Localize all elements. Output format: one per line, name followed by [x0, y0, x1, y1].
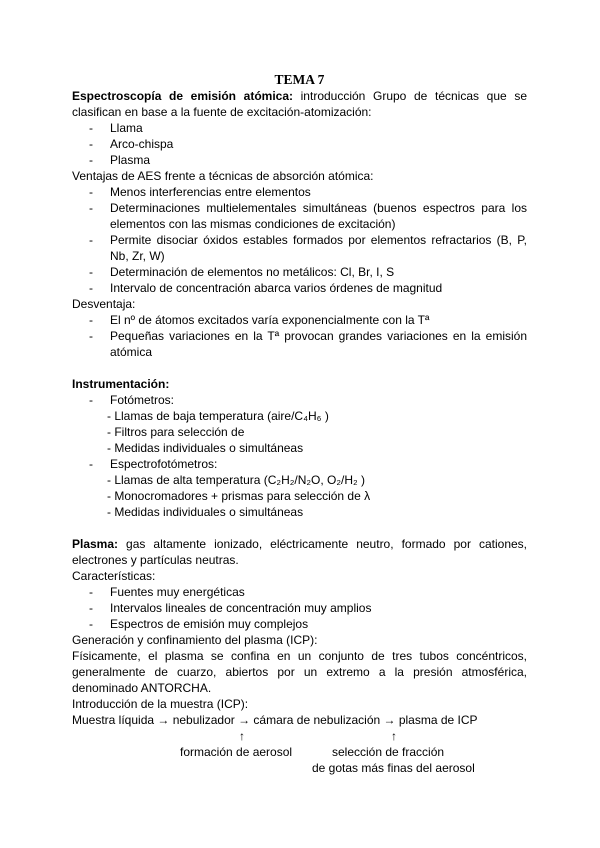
sources-list: [72, 120, 527, 168]
sub-item: - Llamas de alta temperatura (C₂H₂/N₂O, O₂/H₂ ): [107, 473, 366, 487]
list-item: - Fuentes muy energéticas: [72, 584, 527, 600]
list-item: - Fotómetros:: [72, 392, 527, 408]
intro-term: Espectroscopía de emisión atómica:: [72, 89, 293, 103]
list-item: - Llama: [72, 120, 527, 136]
document-page: [72, 72, 527, 776]
sub-item: - Llamas de baja temperatura (aire/C₄H₆ ): [107, 409, 329, 423]
list-item: - Intervalos lineales de concentración muy amplios: [72, 600, 527, 616]
list-item: - Espectros de emisión muy complejos: [72, 616, 527, 632]
features-list: [72, 584, 527, 632]
list-item: - Arco-chispa: [72, 136, 527, 152]
sample-heading: Introducción de la muestra (ICP):: [72, 697, 249, 711]
advantages-list: [72, 184, 527, 296]
sub-item: - Medidas individuales o simultáneas: [107, 505, 304, 519]
sample-flow-diagram: [72, 712, 527, 776]
instrumentation-list: [72, 456, 527, 472]
plasma-term: Plasma:: [72, 537, 119, 551]
icp-paragraph: Físicamente, el plasma se confina en un conjunto de tres tubos concéntricos, generalmente de cuarzo, abiertos por un extremo a la presión atmosférica, denominado ANTORCHA.: [72, 649, 527, 695]
icp-heading: Generación y confinamiento del plasma (ICP):: [72, 633, 318, 647]
list-item: - Pequeñas variaciones en la Tª provocan grandes variaciones en la emisión atómica: [72, 328, 527, 360]
flow-line: Muestra líquida → nebulizador → cámara de nebulización → plasma de ICP: [72, 713, 478, 727]
up-arrow-icon: ↑: [239, 729, 245, 743]
flow-note: selección de fracción: [332, 745, 445, 759]
list-item: - El nº de átomos excitados varía exponencialmente con la Tª: [72, 312, 527, 328]
plasma-paragraph: [72, 536, 527, 568]
sub-item: - Filtros para selección de: [107, 425, 245, 439]
page-title: TEMA 7: [274, 72, 325, 87]
list-item: - Menos interferencias entre elementos: [72, 184, 527, 200]
disadvantage-heading: Desventaja:: [72, 297, 136, 311]
features-heading: Características:: [72, 569, 156, 583]
sub-item: - Monocromadores + prismas para selección de λ: [107, 489, 371, 503]
list-item: - Determinación de elementos no metálicos: Cl, Br, I, S: [72, 264, 527, 280]
list-item: - Espectrofotómetros:: [72, 456, 527, 472]
list-item: - Permite disociar óxidos estables formados por elementos refractarios (B, P, Nb, Zr, W): [72, 232, 527, 264]
instrumentation-heading: [72, 376, 527, 392]
intro-text: introducción Grupo de técnicas que se clasifican en base a la fuente de excitación-atomización:: [72, 89, 527, 119]
plasma-text: gas altamente ionizado, eléctricamente neutro, formado por cationes, electrones y partículas neutras.: [72, 537, 527, 567]
flow-note: de gotas más finas del aerosol: [312, 761, 475, 775]
list-item: - Intervalo de concentración abarca varios órdenes de magnitud: [72, 280, 527, 296]
sub-item: - Medidas individuales o simultáneas: [107, 441, 304, 455]
flow-note: formación de aerosol: [180, 745, 293, 759]
instrumentation-title: Instrumentación:: [72, 377, 170, 391]
instrumentation-list: [72, 392, 527, 408]
list-item: - Plasma: [72, 152, 527, 168]
advantages-heading: Ventajas de AES frente a técnicas de absorción atómica:: [72, 169, 374, 183]
list-item: - Determinaciones multielementales simultáneas (buenos espectros para los elementos con las mismas condiciones de excitación): [72, 200, 527, 232]
intro-paragraph: [72, 88, 527, 120]
up-arrow-icon: ↑: [391, 729, 397, 743]
disadvantages-list: [72, 312, 527, 360]
